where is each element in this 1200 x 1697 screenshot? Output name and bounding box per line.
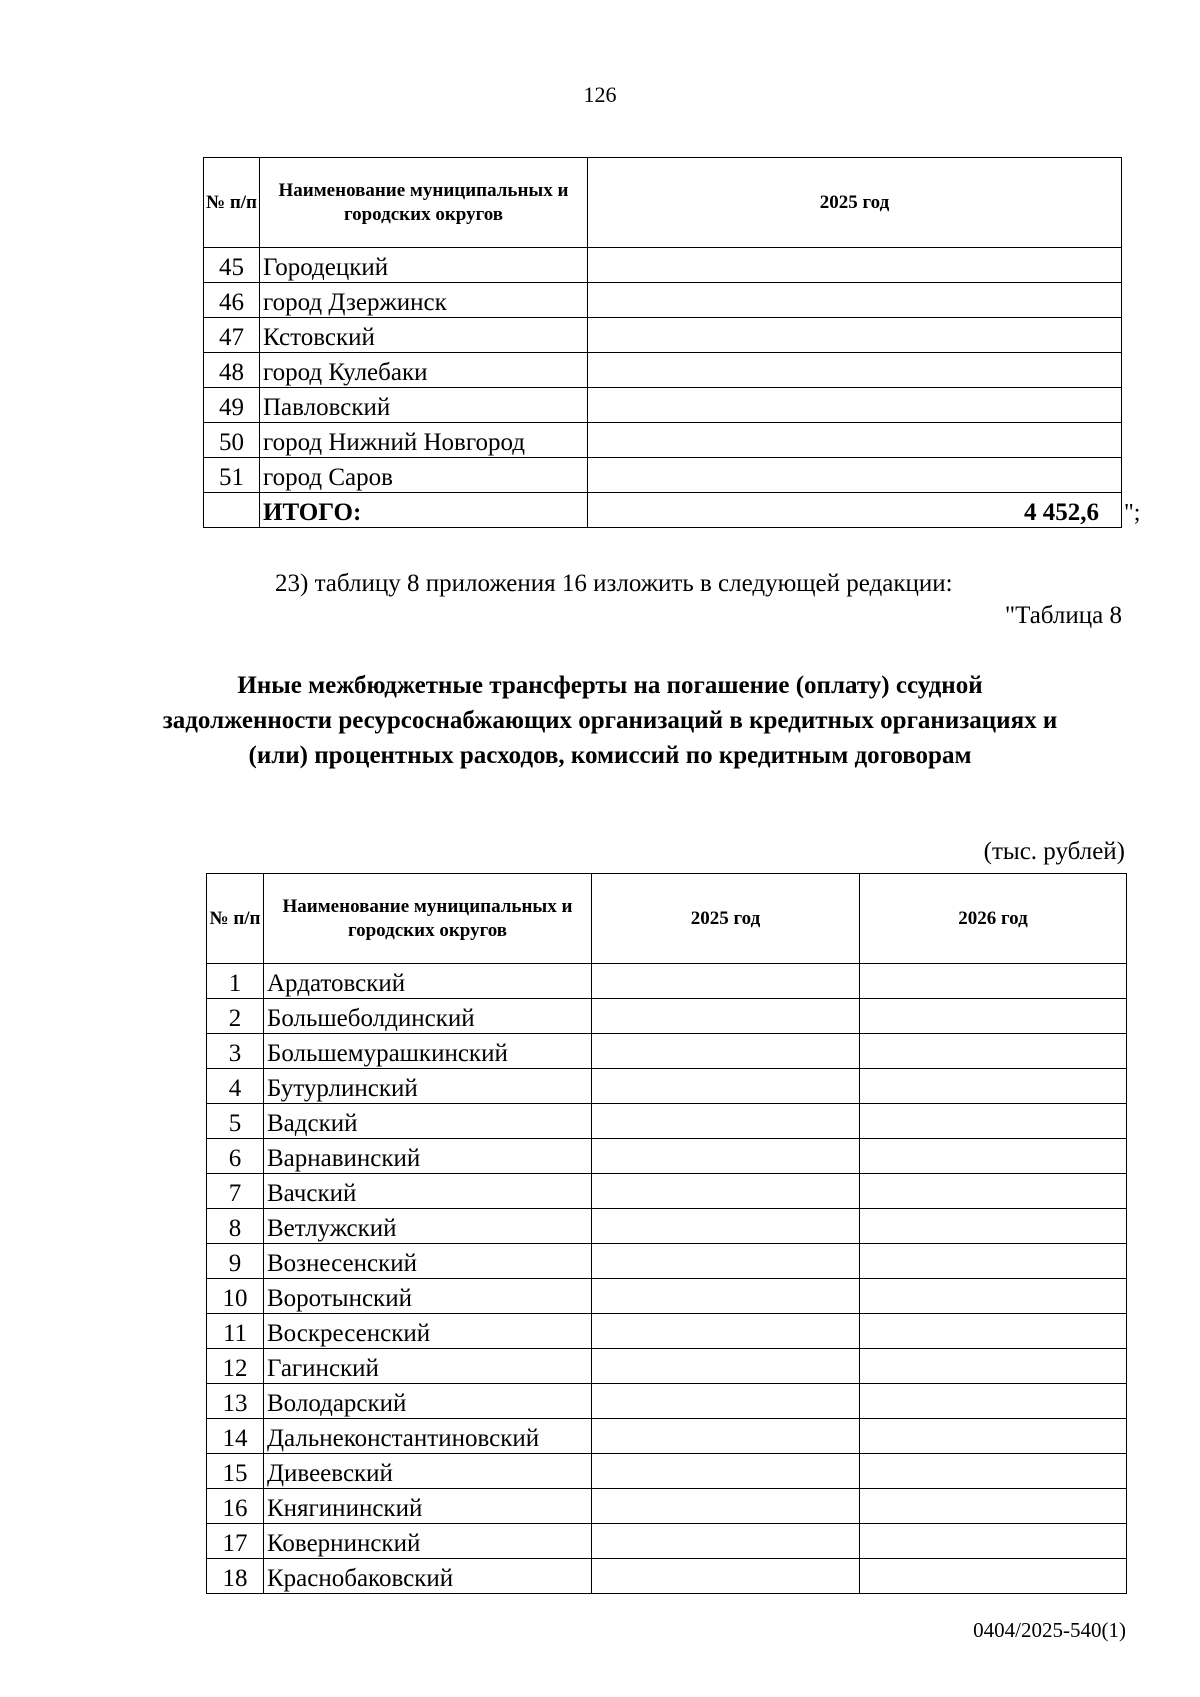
row-number: 11 (207, 1314, 264, 1349)
row-number: 3 (207, 1034, 264, 1069)
header-2025: 2025 год (592, 874, 860, 964)
value-2025 (592, 1454, 860, 1489)
table-row (204, 423, 1122, 458)
municipality-name: Городецкий (260, 248, 588, 283)
value-2026 (860, 999, 1127, 1034)
table-row (207, 1244, 1127, 1279)
header-num: № п/п (204, 158, 260, 248)
value-2025 (592, 1174, 860, 1209)
table-row (207, 1454, 1127, 1489)
page-number: 126 (583, 82, 617, 107)
row-number: 45 (204, 248, 260, 283)
value-2025 (592, 1314, 860, 1349)
value-2026 (860, 1489, 1127, 1524)
value-2025 (592, 1419, 860, 1454)
value-2026 (860, 1139, 1127, 1174)
table1-header-row (204, 158, 1122, 248)
value-2025 (592, 1384, 860, 1419)
transfers-table (206, 873, 1127, 1594)
value-2025 (592, 1279, 860, 1314)
header-num: № п/п (207, 874, 264, 964)
row-number: 18 (207, 1559, 264, 1594)
municipality-name: Ардатовский (264, 964, 592, 999)
municipality-name: Дальнеконстантиновский (264, 1419, 592, 1454)
table-row (207, 1209, 1127, 1244)
table-row (207, 1034, 1127, 1069)
table-row (207, 1419, 1127, 1454)
municipality-name: Дивеевский (264, 1454, 592, 1489)
table-caption: "Таблица 8 (1004, 602, 1122, 629)
value-2025 (592, 1524, 860, 1559)
row-number: 8 (207, 1209, 264, 1244)
document-code: 0404/2025-540(1) (973, 1618, 1126, 1642)
municipality-name: город Дзержинск (260, 283, 588, 318)
value-2025 (592, 1489, 860, 1524)
value-2026 (860, 1314, 1127, 1349)
value-2025 (588, 388, 1122, 423)
value-2026 (860, 1384, 1127, 1419)
table-row (204, 353, 1122, 388)
row-number: 4 (207, 1069, 264, 1104)
municipality-name: город Кулебаки (260, 353, 588, 388)
value-2025 (588, 458, 1122, 493)
table-row (207, 964, 1127, 999)
municipality-name: Варнавинский (264, 1139, 592, 1174)
value-2025 (588, 423, 1122, 458)
row-number: 10 (207, 1279, 264, 1314)
value-2026 (860, 1244, 1127, 1279)
table-row (207, 1489, 1127, 1524)
table-row (207, 1139, 1127, 1174)
municipality-name: Гагинский (264, 1349, 592, 1384)
row-number: 1 (207, 964, 264, 999)
table-row (207, 1104, 1127, 1139)
table-row (204, 458, 1122, 493)
table-row (207, 1559, 1127, 1594)
row-number: 51 (204, 458, 260, 493)
table-row (207, 1174, 1127, 1209)
row-number: 6 (207, 1139, 264, 1174)
municipality-name: город Нижний Новгород (260, 423, 588, 458)
header-2025: 2025 год (588, 158, 1122, 248)
unit-label: (тыс. рублей) (983, 838, 1125, 865)
header-2026: 2026 год (860, 874, 1127, 964)
value-2026 (860, 1069, 1127, 1104)
municipality-name: Володарский (264, 1384, 592, 1419)
municipality-name: Вадский (264, 1104, 592, 1139)
value-2025 (592, 999, 860, 1034)
value-2026 (860, 1279, 1127, 1314)
municipality-name: Бутурлинский (264, 1069, 592, 1104)
value-2025 (588, 248, 1122, 283)
table-row (207, 1349, 1127, 1384)
value-2026 (860, 1174, 1127, 1209)
total-row (204, 493, 1122, 528)
municipality-name: Вачский (264, 1174, 592, 1209)
header-name: Наименование муниципальных и городских округов (264, 874, 592, 964)
table-row (207, 1314, 1127, 1349)
municipality-name: город Саров (260, 458, 588, 493)
value-2025 (588, 283, 1122, 318)
allocation-table-continued (203, 157, 1122, 528)
row-number: 15 (207, 1454, 264, 1489)
municipality-name: Павловский (260, 388, 588, 423)
value-2026 (860, 1349, 1127, 1384)
municipality-name: Княгининский (264, 1489, 592, 1524)
table-row (204, 283, 1122, 318)
row-number: 48 (204, 353, 260, 388)
table-row (207, 999, 1127, 1034)
value-2025 (592, 1349, 860, 1384)
row-number: 16 (207, 1489, 264, 1524)
row-number: 49 (204, 388, 260, 423)
table-row (204, 318, 1122, 353)
row-number: 46 (204, 283, 260, 318)
value-2025 (592, 1559, 860, 1594)
value-2025 (588, 318, 1122, 353)
table-row (207, 1384, 1127, 1419)
municipality-name: Ветлужский (264, 1209, 592, 1244)
value-2026 (860, 1209, 1127, 1244)
value-2025 (592, 1104, 860, 1139)
value-2026 (860, 1559, 1127, 1594)
table-row (207, 1279, 1127, 1314)
row-number: 13 (207, 1384, 264, 1419)
municipality-name: Вознесенский (264, 1244, 592, 1279)
header-name: Наименование муниципальных и городских округов (260, 158, 588, 248)
value-2026 (860, 1524, 1127, 1559)
total-value: 4 452,6 (588, 493, 1122, 528)
value-2026 (860, 1034, 1127, 1069)
document-title: Иные межбюджетные трансферты на погашение (оплату) ссудной задолженности ресурсоснабжающих организаций в кредитных организациях и (или) процентных расходов, комиссий по кредитным договорам (162, 672, 1058, 769)
total-num-cell (204, 493, 260, 528)
value-2025 (592, 1244, 860, 1279)
row-number: 50 (204, 423, 260, 458)
row-number: 9 (207, 1244, 264, 1279)
municipality-name: Ковернинский (264, 1524, 592, 1559)
value-2025 (592, 1069, 860, 1104)
municipality-name: Воскресенский (264, 1314, 592, 1349)
value-2026 (860, 964, 1127, 999)
value-2026 (860, 1419, 1127, 1454)
row-number: 14 (207, 1419, 264, 1454)
value-2026 (860, 1454, 1127, 1489)
value-2025 (592, 964, 860, 999)
value-2025 (588, 353, 1122, 388)
closing-quote-mark: "; (1124, 500, 1141, 526)
row-number: 7 (207, 1174, 264, 1209)
table-row (207, 1069, 1127, 1104)
row-number: 17 (207, 1524, 264, 1559)
value-2025 (592, 1139, 860, 1174)
table-row (204, 248, 1122, 283)
row-number: 2 (207, 999, 264, 1034)
table2-body (207, 964, 1127, 1594)
municipality-name: Краснобаковский (264, 1559, 592, 1594)
value-2026 (860, 1104, 1127, 1139)
amendment-text: 23) таблицу 8 приложения 16 изложить в следующей редакции: (275, 570, 953, 597)
value-2025 (592, 1209, 860, 1244)
table2-header-row (207, 874, 1127, 964)
municipality-name: Воротынский (264, 1279, 592, 1314)
value-2025 (592, 1034, 860, 1069)
table-row (204, 388, 1122, 423)
municipality-name: Большеболдинский (264, 999, 592, 1034)
municipality-name: Большемурашкинский (264, 1034, 592, 1069)
total-label: ИТОГО: (260, 493, 588, 528)
municipality-name: Кстовский (260, 318, 588, 353)
row-number: 12 (207, 1349, 264, 1384)
row-number: 47 (204, 318, 260, 353)
table-row (207, 1524, 1127, 1559)
row-number: 5 (207, 1104, 264, 1139)
table1-body (204, 248, 1122, 528)
